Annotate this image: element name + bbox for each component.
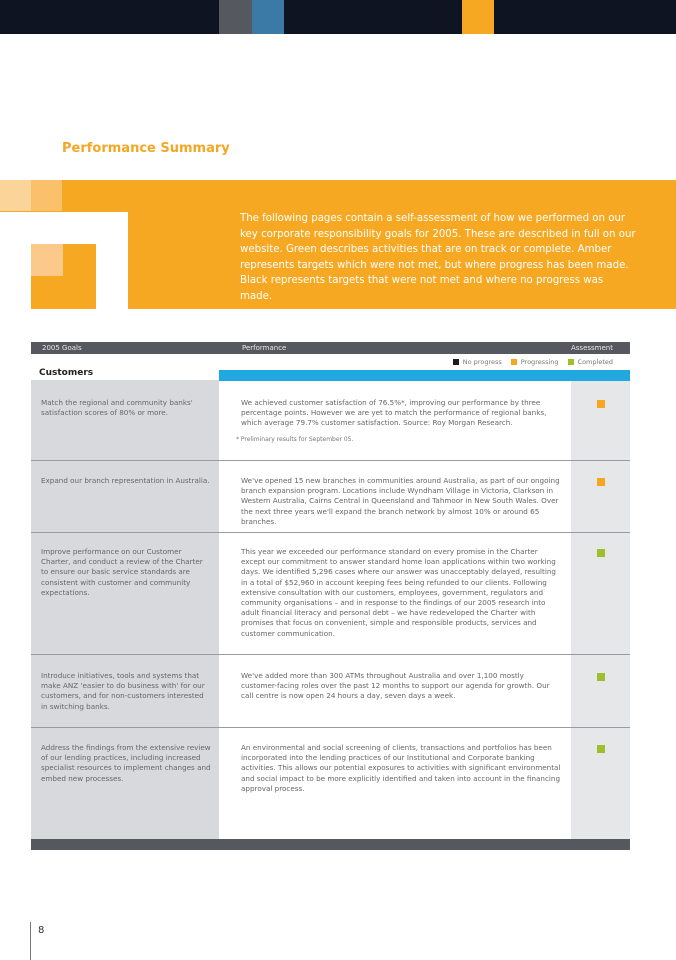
goal-3: Improve performance on our Customer Charter, and conduct a review of the Charter to ensure our basic service standards are consistent with customer and community expectations. (41, 547, 203, 597)
performance-2: We've opened 15 new branches in communities around Australia, as part of our ongoing branch expansion program. Locations include Wyndham Village in Victoria, Clarkson in Western Australia, Cairns Central in Queensland and Tahmoor in New South Wales. Over the next three years we'll expand the branch network by almost 10% or around 65 branches. (241, 476, 560, 526)
header-performance: Performance (242, 344, 287, 352)
top-bar-block-blue (252, 0, 284, 34)
row-divider (31, 532, 630, 533)
performance-1: We achieved customer satisfaction of 76.5%*, improving our performance by three percentage points. However we are yet to match the performance of regional banks, which average 79.7% customer satisfaction. Source: Roy Morgan Research. (241, 398, 547, 428)
legend-progressing: Progressing (511, 358, 559, 366)
status-legend (453, 358, 613, 366)
goal-2: Expand our branch representation in Australia. (41, 476, 210, 485)
section-title: Customers (39, 368, 94, 378)
top-bar-block-orange (462, 0, 494, 34)
banner-square-pale (31, 180, 62, 211)
goal-1: Match the regional and community banks' satisfaction scores of 80% or more. (41, 398, 193, 418)
table-header (31, 342, 630, 354)
amber-square-icon (511, 359, 517, 365)
legend-no-progress: No progress (453, 358, 502, 366)
top-bar (0, 0, 676, 34)
page-number-rule (30, 922, 31, 960)
status-mark-1 (597, 400, 605, 408)
banner-square-light (0, 180, 31, 211)
table-footer-bar (31, 839, 630, 850)
banner-square-cream (31, 244, 63, 276)
goal-4: Introduce initiatives, tools and systems that make ANZ 'easier to do business with' for our customers, and for non-customers interested in switching banks. (41, 671, 205, 711)
status-mark-2 (597, 478, 605, 486)
footnote-1: * Preliminary results for September 05. (236, 436, 354, 443)
performance-4: We've added more than 300 ATMs throughout Australia and over 1,100 mostly customer-facing roles over the past 12 months to support our agenda for growth. Our call centre is now open 24 hours a day, seven days a week. (241, 671, 550, 701)
row-divider (31, 654, 630, 655)
status-mark-5 (597, 745, 605, 753)
row-divider (31, 727, 630, 728)
header-goals: 2005 Goals (42, 344, 82, 352)
top-bar-block-gray (219, 0, 252, 34)
performance-3: This year we exceeded our performance standard on every promise in the Charter except our commitment to answer standard home loan applications within two working days. We identified 5,296 cases where our answer was unacceptably delayed, resulting in a total of $52,960 in account keeping fees being refunded to our clients. Following extensive consultation with our customers, employees, government, regulators and community organisations – and in response to the findings of our 2005 research into adult financial literacy and personal debt – we have redeveloped the Charter with promises that focus on convenient, simple and responsible products, services and customer communication. (241, 547, 556, 638)
section-bar (219, 370, 630, 381)
legend-completed: Completed (568, 358, 613, 366)
status-mark-4 (597, 673, 605, 681)
green-square-icon (568, 359, 574, 365)
black-square-icon (453, 359, 459, 365)
assessment-column-bg (571, 380, 630, 839)
header-assessment: Assessment (571, 344, 613, 352)
goals-table (31, 342, 630, 850)
status-mark-3 (597, 549, 605, 557)
goal-5: Address the findings from the extensive review of our lending practices, including increased specialist resources to implement changes and embed new processes. (41, 743, 211, 783)
page-number: 8 (38, 925, 45, 936)
performance-5: An environmental and social screening of clients, transactions and portfolios has been incorporated into the lending practices of our Institutional and Corporate banking activities. This allows our potential exposures to activities with significant environmental and social impact to be more explicitly identified and taken into account in the financing approval process. (241, 743, 561, 793)
intro-text: The following pages contain a self-assessment of how we performed on our key corporate responsibility goals for 2005. These are described in full on our website. Green describes activities that are on track or complete. Amber represents targets which were not met, but where progress has been made. Black represents targets that were not met and where no progress was made. (240, 213, 636, 302)
row-divider (31, 460, 630, 461)
page-title: Performance Summary (62, 141, 230, 156)
